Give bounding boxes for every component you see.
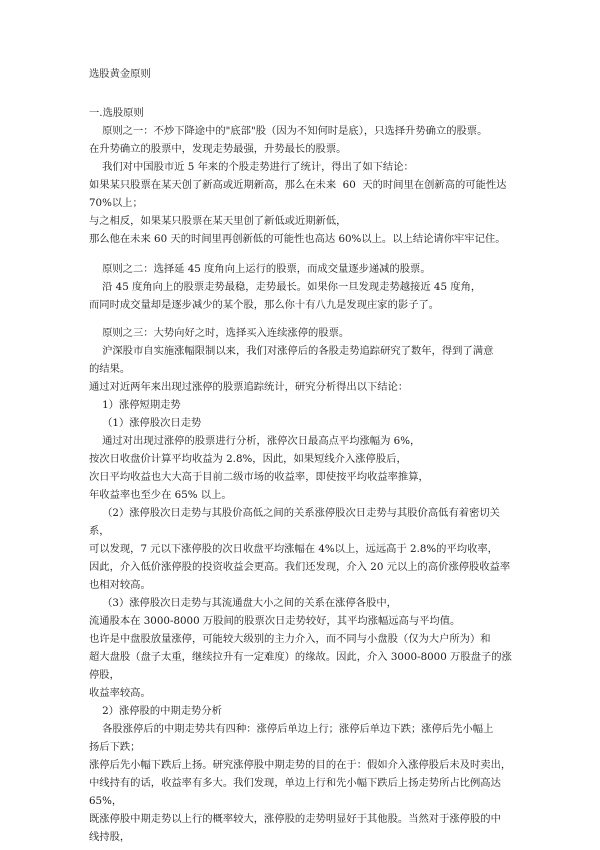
text-line: 原则之二：选择延 45 度角向上运行的股票，而成交量逐步递减的股票。 bbox=[89, 263, 431, 275]
text-line: 收益率较高。 bbox=[89, 687, 151, 699]
text-line: 1）涨停短期走势 bbox=[89, 399, 181, 411]
text-line: 因此，介入低价涨停股的投资收益会更高。我们还发现，介入 20 元以上的高价涨停股收益率 bbox=[89, 561, 511, 573]
text-line: 流通股本在 3000-8000 万股间的股票次日走势较好，其平均涨幅远高与平均值。 bbox=[89, 615, 461, 627]
text-line: 与之相反，如果某只股票在某天里创了新低或近期新低， bbox=[89, 215, 347, 227]
text-line: 70%以上； bbox=[89, 197, 143, 209]
text-line: 也相对较高。 bbox=[89, 579, 151, 591]
text-line: 系， bbox=[89, 525, 110, 537]
text-line: 超大盘股（盘子太重，继续拉升有一定难度）的缘故。因此，介入 3000-8000 万股盘子的涨 bbox=[89, 651, 512, 663]
text-line: 也许是中盘股放量涨停，可能较大级别的主力介入，而不同与小盘股（仅为大户所为）和 bbox=[89, 633, 491, 645]
text-line: 那么他在未来 60 天的时间里再创新低的可能性也高达 60%以上。以上结论请你牢牢记住。 bbox=[89, 233, 506, 245]
text-line: 原则之一：不炒下降途中的"底部"股（因为不知何时是底），只选择升势确立的股票。 bbox=[89, 125, 488, 137]
text-line: 既涨停股中期走势以上行的概率较大，涨停股的走势明显好于其他股。当然对于涨停股的中 bbox=[89, 813, 501, 825]
text-line: （1）涨停股次日走势 bbox=[89, 417, 202, 429]
text-line: 在升势确立的股票中，发现走势最强，升势最长的股票。 bbox=[89, 143, 347, 155]
text-line: 线持股， bbox=[89, 831, 131, 843]
text-line: 涨停后先小幅下跌后上扬。研究涨停股中期走势的目的在于：假如介入涨停股后未及时卖出， bbox=[89, 759, 512, 771]
text-line: 如果某只股票在某天创了新高或近期新高，那么在未来 60 天的时间里在创新高的可能性达 bbox=[89, 179, 507, 191]
text-line: 中线持有的话，收益率有多大。我们发现，单边上行和先小幅下跌后上扬走势所占比例高达 bbox=[89, 777, 501, 789]
text-line: 2）涨停股的中期走势分析 bbox=[89, 705, 222, 717]
text-line: 可以发现，7 元以下涨停股的次日收盘平均涨幅在 4%以上，远远高于 2.8%的平均收率， bbox=[89, 543, 498, 555]
text-line: 沪深股市自实施涨幅限制以来，我们对涨停后的各股走势追踪研究了数年，得到了满意 bbox=[89, 345, 494, 357]
text-line: （3）涨停股次日走势与其流通盘大小之间的关系在涨停各股中， bbox=[89, 597, 397, 609]
document-title: 选股黄金原则 bbox=[89, 68, 151, 80]
text-line: 停股， bbox=[89, 669, 120, 681]
text-line: 年收益率也至少在 65% 以上。 bbox=[89, 489, 232, 501]
text-line: 次日平均收益也大大高于目前二级市场的收益率，即使按平均收益率推算， bbox=[89, 471, 429, 483]
text-line: 各股涨停后的中期走势共有四种：涨停后单边上行；涨停后单边下跌；涨停后先小幅上 bbox=[89, 723, 494, 735]
text-line: 扬后下跌； bbox=[89, 741, 141, 753]
text-line: 原则之三：大势向好之时，选择买入连续涨停的股票。 bbox=[89, 327, 350, 339]
text-line: （2）涨停股次日走势与其股价高低之间的关系涨停股次日走势与其股价高低有着密切关 bbox=[89, 507, 500, 519]
text-line: 65%， bbox=[89, 795, 123, 807]
text-line: 通过对出现过涨停的股票进行分析，涨停次日最高点平均涨幅为 6%， bbox=[89, 435, 421, 447]
text-line: 我们对中国股市近 5 年来的个股走势进行了统计，得出了如下结论： bbox=[89, 161, 414, 173]
text-line: 按次日收盘价计算平均收益为 2.8%，因此，如果短线介入涨停股后， bbox=[89, 453, 407, 465]
text-line: 而同时成交量却是逐步减少的某个股，那么你十有八九是发现庄家的影子了。 bbox=[89, 299, 440, 311]
section-heading: 一.选股原则 bbox=[89, 107, 144, 119]
text-line: 的结果。 bbox=[89, 363, 131, 375]
text-line: 通过对近两年来出现过涨停的股票追踪统计，研究分析得出以下结论： bbox=[89, 381, 409, 393]
text-line: 沿 45 度角向上的股票走势最稳，走势最长。如果你一旦发现走势越接近 45 度角， bbox=[89, 281, 482, 293]
